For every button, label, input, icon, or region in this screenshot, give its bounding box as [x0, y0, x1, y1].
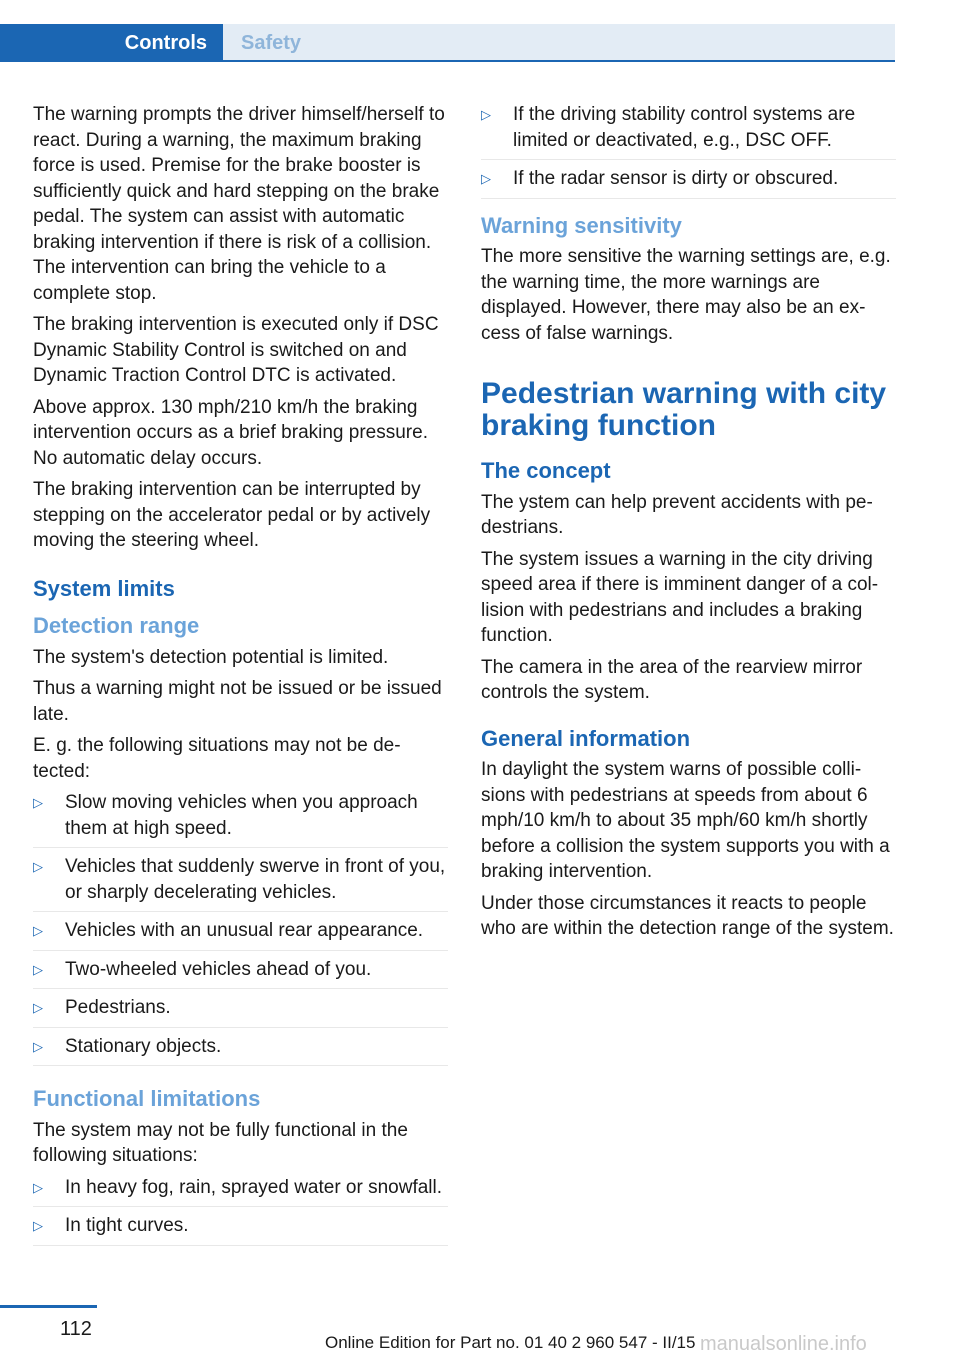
edition-note: Online Edition for Part no. 01 40 2 960 547 - II/15	[325, 1333, 696, 1352]
paragraph: The system's detection potential is limited.	[33, 646, 389, 668]
triangle-bullet-icon: ▷	[33, 795, 43, 810]
list-item-text: If the radar sensor is dirty or obscured.	[513, 168, 839, 189]
paragraph: The system may not be fully functional in the following situations:	[33, 1119, 408, 1166]
paragraph: In daylight the system warns of possible collisions with pedestrians at speeds from about 6 mph/10 km/h to about 35 mph/60 km/h shortly before a collision the system supports you with a braking intervention.	[481, 759, 890, 882]
paragraph: The braking intervention is executed only if DSC Dynamic Stability Control is switched on and Dynamic Traction Control DTC is activated.	[33, 314, 439, 386]
watermark: manualsonline.info	[700, 1333, 867, 1355]
tab-safety[interactable]: Safety	[223, 24, 895, 62]
list-item	[33, 854, 448, 912]
list-item	[33, 1213, 448, 1246]
page-number: 112	[60, 1318, 92, 1340]
paragraph: The braking intervention can be interrupted by stepping on the accelerator pedal or by actively moving the steering wheel.	[33, 479, 431, 551]
list-item-text: If the driving stability control systems are limited or deactivated, e.g., DSC OFF.	[513, 104, 856, 151]
list-item	[481, 166, 896, 199]
list-item-text: Pedestrians.	[65, 997, 171, 1018]
section-heading: System limits	[33, 575, 175, 601]
list-item-text: Two-wheeled vehicles ahead of you.	[65, 958, 372, 980]
subsection-heading: General information	[481, 725, 691, 751]
triangle-bullet-icon: ▷	[33, 1038, 43, 1054]
chapter-heading: Pedestrian warning with city braking function	[481, 377, 887, 442]
chapter-tab-bar	[0, 0, 895, 62]
list-item	[481, 102, 896, 160]
paragraph: Under those circumstances it reacts to people who are within the detection range of the system.	[481, 892, 894, 939]
list-item-text: Vehicles with an unusual rear appearance.	[65, 920, 424, 941]
list-item	[33, 957, 448, 990]
bullet-list	[33, 1175, 448, 1246]
list-item	[33, 790, 448, 848]
tab-underline	[0, 60, 895, 62]
triangle-bullet-icon: ▷	[481, 171, 491, 186]
paragraph: The system issues a warning in the city driving speed area if there is imminent danger of a collision with pedestrians and includes a braking function.	[481, 548, 879, 646]
paragraph: The more sensitive the warning settings are, e.g. the warning time, the more warnings are displayed. However, there may also be an excess of false warnings.	[481, 246, 891, 344]
list-item	[33, 995, 448, 1028]
list-item	[33, 1034, 448, 1067]
right-column	[481, 102, 896, 948]
paragraph: The camera in the area of the rearview mirror controls the system.	[481, 656, 863, 703]
subsection-heading: The concept	[481, 458, 611, 483]
list-item-text: Vehicles that suddenly swerve in front of you, or sharply decelerating vehicles.	[65, 856, 446, 903]
paragraph: The ystem can help prevent accidents with pedestrians.	[481, 491, 873, 538]
paragraph: The warning prompts the driver himself/herself to react. During a warning, the maximum braking force is used. Premise for the brake booster is sufficiently quick and hard stepping on the brake pedal. The system can assist with automatic braking intervention if there is risk of a collision. The intervention can bring the vehicle to a complete stop.	[33, 104, 445, 304]
paragraph: Above approx. 130 mph/210 km/h the braking intervention occurs as a brief braking pressure. No automatic delay occurs.	[33, 396, 428, 469]
triangle-bullet-icon: ▷	[33, 1000, 43, 1015]
list-item-text: In tight curves.	[65, 1215, 189, 1236]
footer-rule	[0, 1305, 97, 1308]
list-item-text: In heavy fog, rain, sprayed water or snowfall.	[65, 1176, 443, 1198]
triangle-bullet-icon: ▷	[33, 859, 43, 874]
subsection-heading: Warning sensitivity	[481, 212, 682, 238]
list-item	[33, 1175, 448, 1208]
left-column	[33, 102, 448, 1254]
paragraph: Thus a warning might not be issued or be issued late.	[33, 678, 442, 725]
list-item	[33, 918, 448, 951]
subsection-heading: Functional limitations	[33, 1086, 261, 1111]
bullet-list	[33, 790, 448, 1066]
list-item-text: Slow moving vehicles when you approach them at high speed.	[65, 792, 418, 839]
tab-controls[interactable]: Controls	[0, 24, 223, 62]
triangle-bullet-icon: ▷	[33, 961, 43, 977]
triangle-bullet-icon: ▷	[481, 107, 491, 122]
triangle-bullet-icon: ▷	[33, 1218, 43, 1233]
triangle-bullet-icon: ▷	[33, 1179, 43, 1195]
subsection-heading: Detection range	[33, 613, 200, 638]
bullet-list	[481, 102, 896, 199]
paragraph: E. g. the following situations may not be detected:	[33, 735, 401, 782]
list-item-text: Stationary objects.	[65, 1035, 222, 1057]
triangle-bullet-icon: ▷	[33, 923, 43, 938]
